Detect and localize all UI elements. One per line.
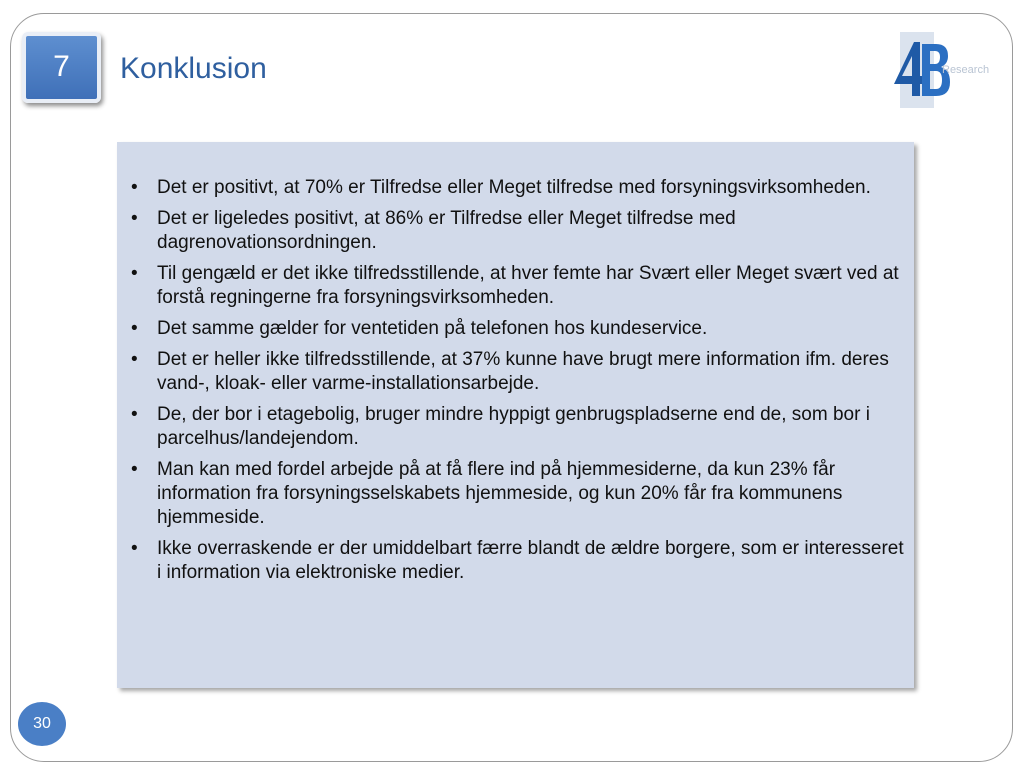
bullet-item: • Til gengæld er det ikke tilfredsstillende, at hver femte har Svært eller Meget svært ved at forstå regningerne fra forsyningsvirksomheden.: [131, 262, 904, 310]
content-panel: [117, 142, 914, 688]
logo-text: Research: [942, 64, 990, 76]
bullet-list: [117, 142, 914, 585]
bullet-item: • Man kan med fordel arbejde på at få flere ind på hjemmesiderne, da kun 23% får information fra forsyningsselskabets hjemmeside, og kun 20% får fra kommunens hjemmeside.: [131, 458, 904, 530]
bullet-item: • De, der bor i etagebolig, bruger mindre hyppigt genbrugspladserne end de, som bor i parcelhus/landejendom.: [131, 403, 904, 451]
slide-title: Konklusion: [120, 52, 267, 85]
bullet-item: • Det er ligeledes positivt, at 86% er Tilfredse eller Meget tilfredse med dagrenovationsordningen.: [131, 207, 904, 255]
bullet-item: • Det samme gælder for ventetiden på telefonen hos kundeservice.: [131, 317, 904, 341]
section-number-badge: 7: [22, 32, 101, 103]
page-number: 30: [18, 702, 66, 746]
bullet-item: • Det er heller ikke tilfredsstillende, at 37% kunne have brugt mere information ifm. deres vand-, kloak- eller varme-installationsarbejde.: [131, 348, 904, 396]
bullet-item: • Ikke overraskende er der umiddelbart færre blandt de ældre borgere, som er interesseret i information via elektroniske medier.: [131, 537, 904, 585]
bullet-item: • Det er positivt, at 70% er Tilfredse eller Meget tilfredse med forsyningsvirksomheden.: [131, 176, 904, 200]
